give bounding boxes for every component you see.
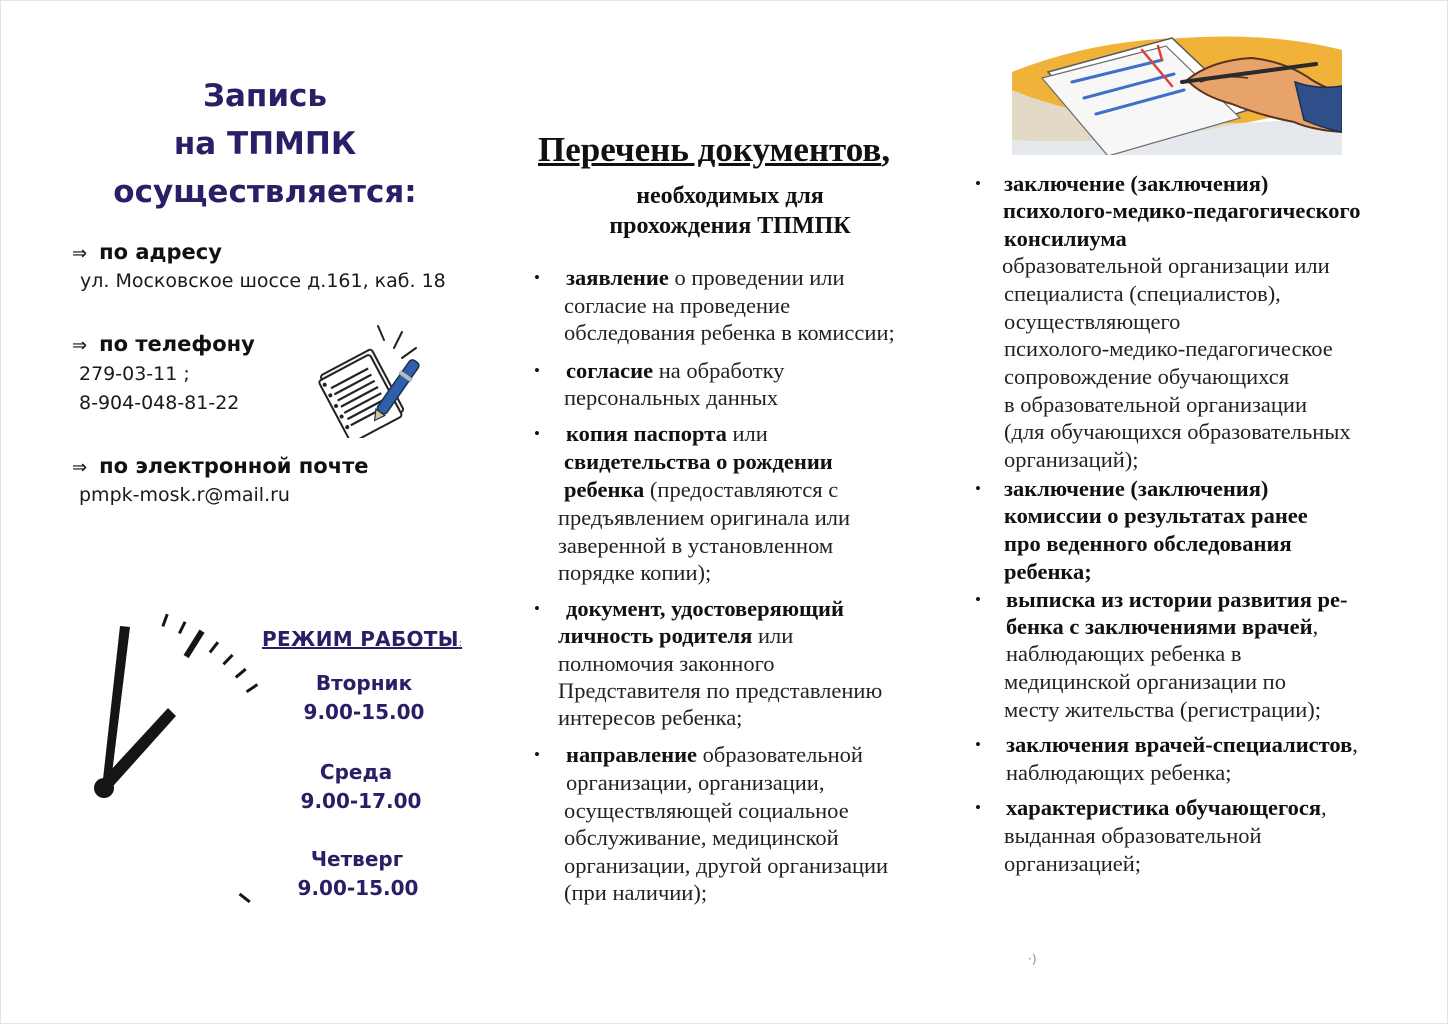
- clock-tick: [210, 642, 218, 652]
- writing-hand-icon: [1012, 20, 1342, 155]
- doc-item-referral-line: [564, 879, 707, 907]
- text-run: бенка с заключениями врачей: [1006, 614, 1313, 639]
- schedule-title: [262, 627, 462, 651]
- schedule-day-tuesday: Вторник: [315, 671, 413, 695]
- text-run: о проведении или: [668, 265, 845, 290]
- text-run: ,: [1321, 795, 1327, 820]
- text-run: психолого-медико-педагогического: [1003, 198, 1361, 223]
- clock-tick: [240, 894, 250, 902]
- doc-item-ppk-conclusion-line: [1004, 335, 1333, 363]
- contact-phone-value-2: 8-904-048-81-22: [79, 392, 240, 414]
- clock-tick: [247, 685, 258, 692]
- doc-item-ppk-conclusion-line: [1002, 252, 1330, 280]
- doc-item-parent-id-line: [558, 704, 742, 732]
- doc-item-ppk-conclusion-line: [1004, 170, 1268, 198]
- text-run: направление: [566, 742, 698, 767]
- doc-item-medical-history-line: [1006, 613, 1318, 641]
- text-run: консилиума: [1004, 226, 1127, 251]
- doc-item-ppk-conclusion-line: [1003, 197, 1360, 225]
- page-mark: ·): [1028, 952, 1037, 966]
- text-run: осуществляющей социальное: [564, 798, 849, 823]
- text-run: выданная образовательной: [1004, 823, 1262, 848]
- doc-item-commission-conclusion-line: [1004, 475, 1268, 503]
- text-run: наблюдающих ребенка;: [1006, 760, 1232, 785]
- schedule-time-wednesday: 9.00-17.00: [300, 789, 422, 813]
- doc-item-passport-line: [558, 559, 711, 587]
- contact-address-heading: [72, 240, 222, 264]
- schedule-time-tuesday: 9.00-15.00: [303, 700, 425, 724]
- doc-item-medical-history-line: [1006, 586, 1348, 614]
- text-run: согласие на проведение: [564, 293, 791, 318]
- contact-email-value[interactable]: pmpk-mosk.r@mail.ru: [79, 484, 290, 506]
- clock-tick: [223, 655, 232, 664]
- doc-item-consent-line: [564, 384, 778, 412]
- doc-item-referral-line: [564, 852, 888, 880]
- text-run: месту жительства (регистрации);: [1004, 697, 1322, 722]
- clock-tick: [163, 614, 167, 626]
- text-run: или: [752, 623, 794, 648]
- bullet-icon: •: [975, 479, 981, 498]
- text-run: специалиста (специалистов),: [1004, 281, 1281, 306]
- text-run: или: [726, 421, 768, 446]
- contact-phone-heading: [72, 332, 255, 356]
- text-run: характеристика обучающегося: [1006, 795, 1322, 820]
- text-run: заверенной в установленном: [558, 533, 834, 558]
- contact-address-label: по адресу: [99, 240, 222, 264]
- doc-item-commission-conclusion-line: [1004, 530, 1292, 558]
- schedule-time-thursday: 9.00-15.00: [297, 876, 419, 900]
- text-run: интересов ребенка;: [558, 705, 743, 730]
- doc-item-referral-line: [566, 741, 863, 769]
- documents-title-comma: ,: [881, 130, 891, 169]
- doc-item-parent-id-line: [558, 677, 882, 705]
- doc-item-application-line: [564, 292, 790, 320]
- schedule-title-colon: :: [458, 639, 463, 649]
- text-run: заключения врачей-специалистов: [1006, 732, 1353, 757]
- text-run: в образовательной организации: [1004, 392, 1307, 417]
- contact-phone-label: по телефону: [99, 332, 255, 356]
- text-run: обследования ребенка в комиссии;: [564, 320, 895, 345]
- doc-item-medical-history-line: [1004, 696, 1321, 724]
- text-run: порядке копии);: [558, 560, 712, 585]
- text-run: заявление: [566, 265, 669, 290]
- text-run: полномочия законного: [558, 651, 775, 676]
- documents-subtitle: [560, 181, 900, 241]
- text-run: сопровождение обучающихся: [1004, 364, 1290, 389]
- doc-item-parent-id-line: [566, 595, 844, 623]
- text-run: образовательной: [697, 742, 863, 767]
- documents-subtitle-line-2: прохождения ТПМПК: [609, 213, 851, 239]
- text-run: персональных данных: [564, 385, 779, 410]
- text-run: выписка из истории развития ре-: [1006, 587, 1348, 612]
- bullet-icon: •: [534, 424, 540, 443]
- text-run: заключение (заключения): [1004, 171, 1269, 196]
- text-run: образовательной организации или: [1002, 253, 1330, 278]
- doc-item-referral-line: [564, 824, 839, 852]
- arrow-icon: ⇒: [72, 335, 88, 356]
- doc-item-passport-line: [558, 504, 850, 532]
- contact-address-value: ул. Московское шоссе д.161, каб. 18: [80, 270, 446, 292]
- bullet-icon: •: [534, 361, 540, 380]
- signup-title-line-2: на ТПМПК: [173, 126, 357, 162]
- text-run: обслуживание, медицинской: [564, 825, 839, 850]
- doc-item-application-line: [564, 319, 895, 347]
- doc-item-commission-conclusion-line: [1004, 502, 1308, 530]
- text-run: заключение (заключения): [1004, 476, 1269, 501]
- text-run: организаций);: [1004, 447, 1139, 472]
- doc-item-medical-history-line: [1004, 668, 1286, 696]
- doc-item-parent-id-line: [558, 650, 775, 678]
- text-run: (предоставляются с: [644, 477, 839, 502]
- text-run: про веденного обследования: [1004, 531, 1292, 556]
- clock-tick: [236, 669, 246, 677]
- clock-icon: [40, 610, 260, 915]
- doc-item-referral-line: [566, 769, 824, 797]
- bullet-icon: •: [975, 590, 981, 609]
- doc-item-parent-id-line: [558, 622, 793, 650]
- doc-item-ppk-conclusion-line: [1004, 225, 1127, 253]
- text-run: на обработку: [653, 358, 785, 383]
- text-run: копия паспорта: [566, 421, 727, 446]
- doc-item-ppk-conclusion-line: [1004, 418, 1351, 446]
- bullet-icon: •: [534, 745, 540, 764]
- text-run: свидетельства о рождении: [564, 449, 833, 474]
- doc-item-characteristic-line: [1006, 794, 1327, 822]
- schedule-title-text: РЕЖИМ РАБОТЫ: [262, 627, 459, 651]
- doc-item-application-line: [566, 264, 845, 292]
- text-run: организацией;: [1004, 851, 1142, 876]
- doc-item-passport-line: [564, 448, 833, 476]
- text-run: комиссии о результатах ранее: [1004, 503, 1308, 528]
- signup-title-line-3: осуществляется:: [113, 174, 417, 210]
- clock-tick: [186, 631, 202, 656]
- signup-title-line-1: Запись: [202, 78, 328, 114]
- documents-title-text: Перечень документов: [538, 130, 882, 169]
- doc-item-passport-line: [558, 532, 833, 560]
- text-run: документ, удостоверяющий: [566, 596, 844, 621]
- doc-item-ppk-conclusion-line: [1004, 280, 1281, 308]
- doc-item-passport-line: [566, 420, 768, 448]
- bullet-icon: •: [975, 174, 981, 193]
- text-run: (при наличии);: [564, 880, 708, 905]
- doc-item-commission-conclusion-line: [1004, 558, 1092, 586]
- contact-phone-value-1: 279-03-11 ;: [79, 363, 190, 385]
- contact-email-heading: [72, 454, 369, 478]
- doc-item-specialists-line: [1006, 759, 1232, 787]
- doc-item-ppk-conclusion-line: [1004, 308, 1180, 336]
- bullet-icon: •: [534, 268, 540, 287]
- text-run: осуществляющего: [1004, 309, 1181, 334]
- text-run: медицинской организации по: [1004, 669, 1286, 694]
- documents-subtitle-line-1: необходимых для: [636, 183, 824, 209]
- schedule-day-wednesday: Среда: [319, 760, 393, 784]
- text-run: ,: [1312, 614, 1319, 639]
- clock-tick: [179, 622, 185, 634]
- notebook-pen-icon: [318, 318, 430, 438]
- doc-item-referral-line: [564, 797, 849, 825]
- doc-item-passport-line: [564, 476, 838, 504]
- text-run: наблюдающих ребенка в: [1006, 641, 1242, 666]
- text-run: (для обучающихся образовательных: [1004, 419, 1351, 444]
- doc-item-characteristic-line: [1004, 850, 1141, 878]
- doc-item-ppk-conclusion-line: [1004, 363, 1289, 391]
- text-run: личность родителя: [558, 623, 753, 648]
- text-run: предъявлением оригинала или: [558, 505, 851, 530]
- doc-item-consent-line: [566, 357, 784, 385]
- text-run: ребенка: [564, 477, 645, 502]
- arrow-icon: ⇒: [72, 457, 88, 478]
- bullet-icon: •: [975, 798, 981, 817]
- bullet-icon: •: [534, 599, 540, 618]
- arrow-icon: ⇒: [72, 243, 88, 264]
- doc-item-ppk-conclusion-line: [1004, 391, 1307, 419]
- schedule-day-thursday: Четверг: [310, 847, 404, 871]
- text-run: Представителя по представлению: [558, 678, 883, 703]
- doc-item-characteristic-line: [1004, 822, 1262, 850]
- text-run: ребенка;: [1004, 559, 1092, 584]
- doc-item-specialists-line: [1006, 731, 1358, 759]
- doc-item-ppk-conclusion-line: [1004, 446, 1139, 474]
- text-run: ,: [1352, 732, 1358, 757]
- text-run: организации, организации,: [566, 770, 825, 795]
- signup-title: [90, 72, 440, 216]
- text-run: организации, другой организации: [564, 853, 889, 878]
- doc-item-medical-history-line: [1006, 640, 1242, 668]
- text-run: согласие: [566, 358, 654, 383]
- documents-title: [538, 130, 890, 170]
- text-run: психолого-медико-педагогическое: [1004, 336, 1333, 361]
- bullet-icon: •: [975, 735, 981, 754]
- contact-email-label: по электронной почте: [99, 454, 369, 478]
